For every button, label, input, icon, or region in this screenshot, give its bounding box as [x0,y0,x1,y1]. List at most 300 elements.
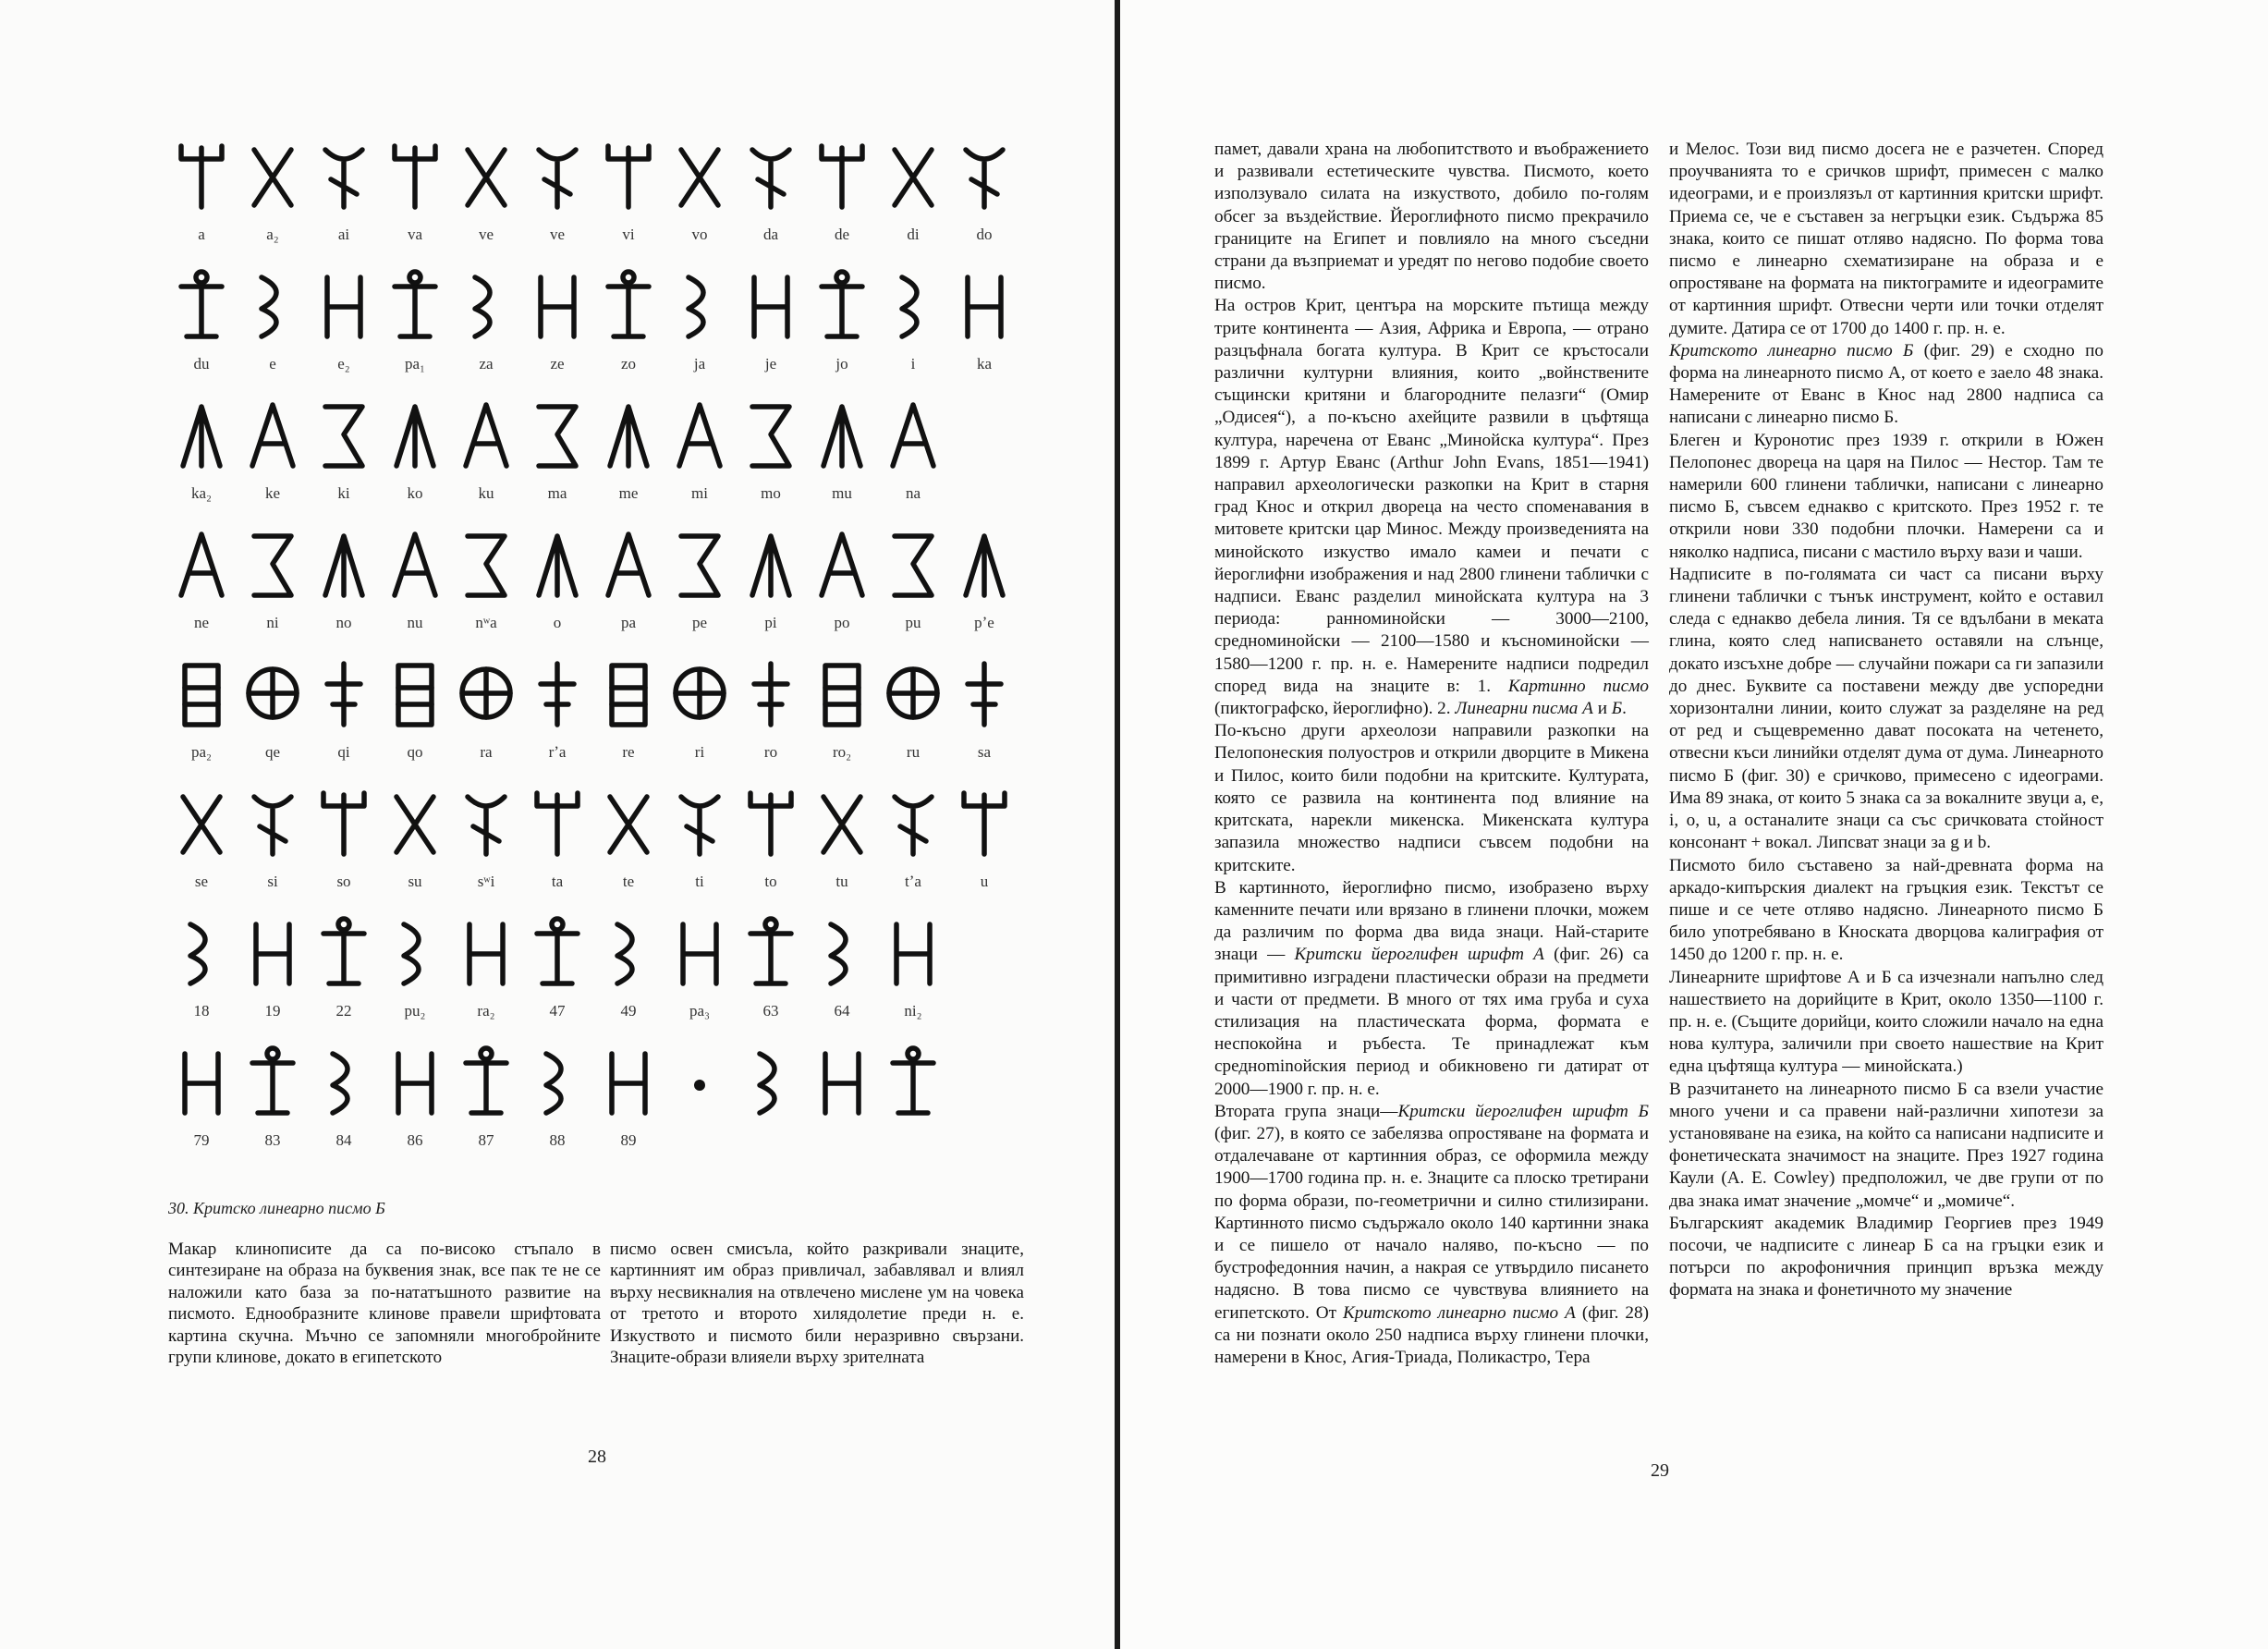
sign-label: 64 [834,1002,850,1020]
sign-label: 86 [407,1131,423,1149]
linear-b-ke-icon [243,397,302,473]
sign-label: 47 [549,1002,566,1020]
right-c2-paragraph-4: Надписите в по-голямата си част са писани върху глинени таблички с тънък инструмент, който е оставил следа с еднакво дебела линия. Тя се вдълбани в меката глина, която след написването оставяли на слънце, докато изсъхне добре — случайни пожари са ги запазили до днес. Буквите са поставени между две успоредни хоризонтални линии, които служат за разделяне на ред от ред и същевременно дават посоката на четенето, отвесни къси линийки отделят дума от дума. Линеарното писмо Б (фиг. 30) е сричково, примесено с идеограми. Има 89 знака, от които 5 знака са за вокалните звуци a, e, i, o, u, а останалите знаци са със сричковата стойност консонант + вокал. Липсват знаци за g и b. [1669,564,2103,853]
linear-b-ne-icon [172,527,231,603]
linear-b-te-icon [599,786,658,861]
right-c2-paragraph-1: и Мелос. Този вид писмо досега не е разчетен. Според проучванията то е сричков шрифт, примесен с малко идеограми, и е произлязъл от картинния критски шрифт. Приема се, че е съставен за негръцки език. Съдържа 85 знака, които се пишат отляво надясно. По форма това писмо е линеарно схематизиране на образа и е опростяване на формата на пиктограмите и идеограмите от картинния шрифт. Отвесни черти или точки отделят думите. Датира се от 1700 до 1400 г. пр. н. е. [1669,140,2103,338]
sign-label [880,1131,946,1152]
sign-label: pa₁ [405,355,425,373]
sign-label: qe [264,743,281,761]
linear-b-ka2-icon [172,397,231,473]
sign-cell [595,268,662,375]
sign-label: pu [905,614,921,631]
sign-cell [382,1044,448,1152]
linear-b-pu-icon [884,527,943,603]
linear-b-pu2-icon [385,915,445,991]
linear-b-vi-icon [599,139,658,214]
sign-cell [453,786,519,893]
linear-b-22-icon [314,915,373,991]
linear-b-19-icon [243,915,302,991]
linear-b-88-icon [528,1044,587,1120]
sign-cell [809,915,875,1022]
sign-label: pe [691,614,708,631]
sign-label: ne [193,614,210,631]
linear-b-63-icon [741,915,800,991]
sign-label: 19 [264,1002,281,1020]
sign-cell [524,139,591,246]
linear-b-ve-icon [457,139,516,214]
sign-cell [880,139,946,246]
linear-b-ru-icon [884,656,943,732]
linear-b-ai-icon [314,139,373,214]
sign-label: tu [835,873,848,890]
sign-cell [168,1044,235,1152]
linear-b-ti-icon [670,786,729,861]
sign-label: 79 [193,1131,210,1149]
sign-cell [951,786,1018,893]
sign-cell [168,268,235,375]
sign-cell [168,527,235,634]
linear-b-mu-icon [812,397,872,473]
sign-label: ni₂ [904,1002,922,1020]
linear-b-qo-icon [385,656,445,732]
linear-b-za-icon [457,268,516,344]
sign-cell [880,268,946,375]
linear-b-83-icon [243,1044,302,1120]
page-number-left: 28 [588,1447,606,1467]
linear-b-e-icon [243,268,302,344]
linear-b-rya-icon [528,656,587,732]
sign-label [666,1131,733,1152]
sign-cell [382,656,448,763]
sign-cell [666,786,733,893]
sign-row [168,786,1018,915]
linear-b-u-icon [955,786,1014,861]
sign-label: te [622,873,635,890]
sign-cell [738,786,804,893]
sign-label: e [269,355,276,373]
sign-label: ai [337,226,350,243]
sign-cell [239,915,306,1022]
sign-label: ve [549,226,566,243]
linear-b-47-icon [528,915,587,991]
sign-cell [239,268,306,375]
sign-cell [524,1044,591,1152]
sign-label: me [618,484,639,502]
sign-cell [880,1044,946,1152]
sign-label: o [553,614,562,631]
linear-b-pi-icon [741,527,800,603]
sign-label: vo [691,226,708,243]
linear-b-mi-icon [670,397,729,473]
sign-label: zo [620,355,637,373]
linear-b-de-icon [812,139,872,214]
sign-label: a [198,226,205,243]
sign-cell [951,268,1018,375]
sign-cell [453,915,519,1022]
linear-b-se-icon [172,786,231,861]
sign-cell [595,1044,662,1152]
sign-row [168,139,1018,268]
sign-cell [453,139,519,246]
sign-cell [524,656,591,763]
sign-label: du [193,355,210,373]
sign-label: re [622,743,635,761]
linear-b-ve2-icon [528,139,587,214]
linear-b-ki-icon [314,397,373,473]
sign-cell [951,656,1018,763]
right-c2-paragraph-2: Критското линеарно писмо Б (фиг. 29) е сходно по форма на линеарното писмо А, от което е заело 48 знака. Намерените от Еванс в Кнос над 2800 надписа са написани с линеарно писмо Б. [1669,340,2103,428]
sign-label: a₂ [266,226,279,243]
linear-b-so-icon [314,786,373,861]
sign-label: ra₂ [477,1002,495,1020]
linear-b-tu-icon [812,786,872,861]
sign-cell [524,397,591,505]
linear-b-ko-icon [385,397,445,473]
sign-cell [880,397,946,505]
linear-b-a-icon [172,139,231,214]
right-c2-paragraph-6: Линеарните шрифтове А и Б са изчезнали напълно след нашествието на дорийците в Крит, около 1350—1100 г. пр. н. е. (Същите дорийци, които сложили начало на една нова култура, заличили при своето нашествие на Крит една цъфтяща култура — минойската.) [1669,967,2103,1077]
sign-cell [168,397,235,505]
sign-label: pʼe [974,614,994,631]
right-c2-paragraph-8: Българският академик Владимир Георгиев през 1949 посочи, че надписите с линеар Б са на гръцки език и потърси по акрофоничния принцип връзка между формата на знака и фонетичното му значение [1669,1213,2103,1301]
sign-label: ru [906,743,921,761]
linear-b-ni-icon [243,527,302,603]
linear-b-po-icon [812,527,872,603]
sign-label: je [764,355,777,373]
ideogram-arrow-icon [741,1044,800,1120]
sign-cell [453,656,519,763]
left-page [0,0,1116,1649]
sign-label: ja [693,355,706,373]
linear-b-ta-icon [528,786,587,861]
sign-label: ki [337,484,350,502]
linear-b-na-icon [884,397,943,473]
sign-label: ro [763,743,778,761]
page-number-right: 29 [1651,1460,1669,1481]
sign-cell [880,527,946,634]
linear-b-pa-icon [599,527,658,603]
sign-label: ze [550,355,565,373]
sign-row [168,656,1018,786]
sign-label: sʷi [477,873,495,890]
linear-b-re-icon [599,656,658,732]
linear-b-ro2-icon [812,656,872,732]
right-c1-paragraph-5: Втората група знаци—Критски йероглифен шрифт Б (фиг. 27), в която се забелязва опростяване на формата и отдалечаване от картинния образ, се оформила между 1900—1700 година пр. н. е. Знаците са плоско третирани по форма образи, по-геометрични и силно стилизирани. Картинното писмо съдържало около 140 картинни знака и се пишело от начало наляво, по-късно — по бустрофедонния начин, а накрая се утвърдило писането надясно. В това писмо се чувствува влиянието на египетското. От Критското линеарно писмо А (фиг. 28) са ни познати около 250 надписа върху глинени плочки, намерени в Кнос, Агия-Триада, Поликастро, Тера [1214,1101,1649,1367]
sign-label: ko [407,484,423,502]
sign-label: pa₂ [191,743,212,761]
linear-b-ja-icon [670,268,729,344]
sign-cell [738,656,804,763]
linear-b-tya-icon [884,786,943,861]
sign-label: pa₃ [689,1002,710,1020]
sign-row [168,915,1018,1044]
sign-label: pu₂ [404,1002,426,1020]
sign-label: 22 [335,1002,352,1020]
linear-b-nwa-icon [457,527,516,603]
sign-label: se [194,873,209,890]
sign-label: ve [478,226,494,243]
sign-label: ra [480,743,493,761]
sign-cell [738,915,804,1022]
sign-label: ta [551,873,564,890]
sign-cell [311,656,377,763]
linear-b-nu-icon [385,527,445,603]
right-text-column-1 [1214,139,1649,1369]
sign-cell [311,1044,377,1152]
word-divider-dot-icon [670,1044,729,1120]
sign-label: mu [832,484,852,502]
sign-cell [239,1044,306,1152]
sign-label: nu [407,614,423,631]
sign-label: da [762,226,779,243]
sign-cell [311,786,377,893]
linear-b-64-icon [812,915,872,991]
sign-cell [666,527,733,634]
linear-b-pte-icon [955,527,1014,603]
sign-label: di [907,226,920,243]
sign-cell [453,527,519,634]
linear-b-o-icon [528,527,587,603]
sign-cell [524,527,591,634]
sign-label: ka [976,355,993,373]
linear-b-sa-icon [955,656,1014,732]
sign-label: 88 [549,1131,566,1149]
sign-row [168,268,1018,397]
sign-label: ri [694,743,705,761]
sign-cell [951,139,1018,246]
sign-label: po [834,614,850,631]
sign-cell [666,656,733,763]
linear-b-si-icon [243,786,302,861]
sign-cell [595,397,662,505]
linear-b-qe-icon [243,656,302,732]
left-paragraph-2: писмо освен смисъла, който разкривали знаците, картинният им образ привличал, забавлявал и влиял върху несвикналия на отвлечено мислене ум на човека от третото и второто хилядолетие преди н. е. Изкуството и писмото били неразривно свързани. Знаците-образи влияели върху зрителната [610,1240,1024,1368]
sign-cell [666,139,733,246]
sign-label: ka₂ [191,484,212,502]
linear-b-pa1-icon [385,268,445,344]
left-paragraph-1: Макар клинописите да са по-високо стъпало в синтезиране на образа на буквения знак, все пак те не се наложили като база за по-нататъшното развитие на писмото. Еднообразните клинове правели шрифтовата картина скучна. Мъчно се запомняли многобройните групи клинове, докато в египетското [168,1240,601,1368]
sign-label: 83 [264,1131,281,1149]
sign-cell [595,527,662,634]
sign-cell [666,268,733,375]
sign-cell [382,139,448,246]
sign-label: de [834,226,850,243]
right-c1-paragraph-2: На остров Крит, центъра на морските пътища между трите континента — Азия, Африка и Европа, — отрано разцъфнала богата култура. В Крит се кръстосали различни културни влияния, които „войнствените същински критяни и благородните пелазги“ (Омир „Одисея“), а по-късно ахейците развили в цъфтяща култура, наречена от Еванс „Минойска култура“. През 1899 г. Артур Еванс (Arthur John Evans, 1851—1941) направил археологически разкопки на Крит в старня град Кнос и открил двореца на често споменавания в митовете критски цар Минос. Между произведенията на минойското изкуство имало камеи и печати с йероглифни изображения и над 2800 глинени таблички с надписи. Еванс разделил минойската култура на 3 периода: ранноминойски — 3000—2100, средноминойски — 2100—1580 и късноминойски — 1580—1200 г. пр. н. е. Намерените надписи подредил според вида на знаците в: 1. Картинно писмо (пиктографско, йероглифно). 2. Линеарни писма А и Б. [1214,296,1649,719]
sign-label: rʼa [548,743,567,761]
sign-label: u [980,873,989,890]
sign-label [738,1131,804,1152]
linear-b-89-icon [599,1044,658,1120]
right-c2-paragraph-3: Блеген и Куронотис през 1939 г. открили в Южен Пелопонес двореца на царя на Пилос — Нестор. Там те намерили 600 глинени таблички, написани с линеарно писмо Б, съвсем еднакво с критското. През 1952 г. те открили нови 330 подобни плочки. Намерени са и няколко надписа, писани с мастило върху вази и чаши. [1669,430,2103,562]
sign-label: so [336,873,351,890]
sign-cell [239,527,306,634]
sign-label: za [479,355,494,373]
sign-cell [382,786,448,893]
linear-b-su-icon [385,786,445,861]
sign-label: 84 [335,1131,352,1149]
sign-label: 49 [620,1002,637,1020]
sign-label: ro₂ [832,743,852,761]
sign-cell [809,268,875,375]
sign-label: i [910,355,916,373]
sign-label: su [408,873,422,890]
linear-b-da-icon [741,139,800,214]
sign-label: na [905,484,921,502]
sign-label [809,1131,875,1152]
sign-label: ke [264,484,281,502]
sign-cell [738,397,804,505]
linear-b-ni2-icon [884,915,943,991]
sign-cell [524,915,591,1022]
figure-caption: 30. Критско линеарно писмо Б [168,1199,385,1217]
sign-cell [382,915,448,1022]
right-c1-paragraph-3: По-късно други археолози направили разкопки на Пелопонеския полуостров и открили дворците в Микена и Пилос, които били подобни на критските. Културата, която се развила на континента под влияние на критската, нарекли микенска. Микенската култура запазила множество надписи съвсем подобни на критските. [1214,721,1649,875]
sign-cell [311,527,377,634]
sign-cell [880,656,946,763]
sign-cell [738,527,804,634]
sign-cell [809,397,875,505]
sign-cell [809,527,875,634]
sign-label: sa [977,743,992,761]
sign-cell [382,268,448,375]
sign-cell [239,656,306,763]
linear-b-pa2-icon [172,656,231,732]
linear-b-84-icon [314,1044,373,1120]
linear-b-pe-icon [670,527,729,603]
linear-b-va-icon [385,139,445,214]
sign-row [168,1044,1018,1174]
sign-label: mo [761,484,781,502]
linear-b-e2-icon [314,268,373,344]
linear-b-86-icon [385,1044,445,1120]
linear-b-no-icon [314,527,373,603]
sign-label: qo [407,743,423,761]
sign-cell [168,139,235,246]
right-c2-paragraph-7: В разчитането на линеарното писмо Б са взели участие много учени и са правени най-различни хипотези за установяване на езика, на който са написани надписите и фонетическата значимост на знаците. През 1927 година Каули (A. E. Cowley) предположил, че две групи от по два знака имат значение „момче“ и „момиче“. [1669,1079,2103,1211]
sign-cell [311,268,377,375]
sign-label: ma [547,484,567,502]
sign-cell [666,1044,733,1152]
sign-label: no [335,614,352,631]
linear-b-do-icon [955,139,1014,214]
sign-cell [595,139,662,246]
linear-b-ku-icon [457,397,516,473]
sign-cell [738,139,804,246]
sign-cell [880,786,946,893]
sign-cell [453,397,519,505]
linear-b-ze-icon [528,268,587,344]
sign-row [168,397,1018,527]
ideogram-chair-icon [812,1044,872,1120]
linear-b-ro-icon [741,656,800,732]
sign-cell [382,397,448,505]
right-page [1120,0,2268,1649]
linear-b-swi-icon [457,786,516,861]
sign-label: vi [622,226,635,243]
sign-cell [880,915,946,1022]
sign-cell [382,527,448,634]
left-text-column-2 [610,1239,1024,1368]
sign-cell [595,786,662,893]
linear-b-qi-icon [314,656,373,732]
sign-label: ku [478,484,494,502]
sign-label: ti [695,873,704,890]
linear-b-a2-icon [243,139,302,214]
sign-cell [595,656,662,763]
linear-b-vo-icon [670,139,729,214]
linear-b-i-icon [884,268,943,344]
linear-b-jo-icon [812,268,872,344]
sign-label: to [764,873,777,890]
left-text-column-1 [168,1239,601,1368]
sign-label: pi [764,614,777,631]
sign-cell [809,656,875,763]
sign-label: si [267,873,278,890]
linear-b-pa3-icon [670,915,729,991]
sign-label: 63 [762,1002,779,1020]
linear-b-du-icon [172,268,231,344]
sign-cell [168,656,235,763]
linear-b-me-icon [599,397,658,473]
sign-cell [311,139,377,246]
linear-b-ri-icon [670,656,729,732]
right-c1-paragraph-4: В картинното, йероглифно писмо, изобразено върху каменните печати или врязано в глинени плочки, можем да различим по форма два вида знаци. Най-старите знаци — Критски йероглифен шрифт А (фиг. 26) са примитивно изградени пластически образи на предмети и части от предмети. В много от тях има груба и суха стилизация на пластическата форма, формата е неспокойна и ръбеста. Те принадлежат към среднominойския период и обикновено ги датират от 2000—1900 г. пр. н. е. [1214,877,1649,1099]
sign-label: ni [266,614,279,631]
sign-label: 89 [620,1131,637,1149]
sign-cell [809,1044,875,1152]
sign-label: qi [337,743,350,761]
right-c1-paragraph-1: памет, давали храна на любопитството и въображението и развивали естетическите чувства. Писмото, което използувало силата на изкуството, добило по-голям обсег за въздействие. Йероглифното писмо прекрачило границите на Египет и повлияло на много съседни страни да възприемат и уредят по негово подобие своето писмо. [1214,140,1649,294]
sign-cell [595,915,662,1022]
linear-b-je-icon [741,268,800,344]
linear-b-79-icon [172,1044,231,1120]
linear-b-ma-icon [528,397,587,473]
sign-cell [666,397,733,505]
linear-b-87-icon [457,1044,516,1120]
sign-cell [809,786,875,893]
sign-label: mi [691,484,708,502]
sign-label: e₂ [337,355,350,373]
sign-cell [738,268,804,375]
sign-label: pa [620,614,637,631]
sign-cell [951,527,1018,634]
sign-cell [524,268,591,375]
right-c2-paragraph-5: Писмото било съставено за най-древната форма на аркадо-кипърския диалект на гръцкия език. Текстът се пише и се чете отляво надясно. Линеарното писмо Б било употребявано в Кноската дворцова калиграфия от 1450 до 1200 г. пр. н. е. [1669,855,2103,965]
sign-label: nʷa [475,614,497,631]
linear-b-ka-icon [955,268,1014,344]
sign-label: jo [835,355,848,373]
linear-b-zo-icon [599,268,658,344]
linear-b-ra2-icon [457,915,516,991]
sign-row [168,527,1018,656]
sign-label: 18 [193,1002,210,1020]
sign-cell [453,268,519,375]
sign-cell [738,1044,804,1152]
sign-cell [168,915,235,1022]
linear-b-49-icon [599,915,658,991]
sign-label: 87 [478,1131,494,1149]
sign-label: do [976,226,993,243]
sign-cell [453,1044,519,1152]
sign-cell [809,139,875,246]
linear-b-to-icon [741,786,800,861]
ideogram-woman-icon [884,1044,943,1120]
sign-cell [311,915,377,1022]
sign-cell [168,786,235,893]
right-text-column-2 [1669,139,2103,1302]
sign-cell [239,139,306,246]
